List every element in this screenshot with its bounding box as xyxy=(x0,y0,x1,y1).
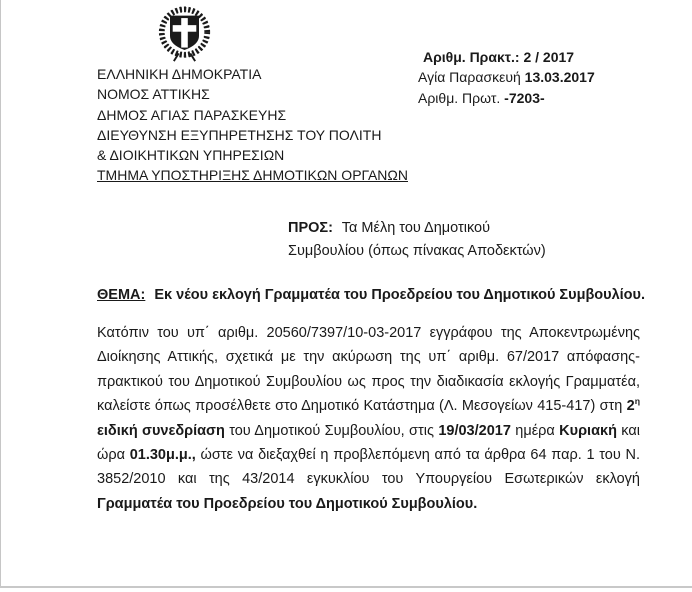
body-line xyxy=(97,419,640,443)
text-segment: ώρα xyxy=(97,447,130,464)
date-line xyxy=(418,67,595,87)
text-segment: πρακτικού του Δημοτικού Συμβουλίου ως προς την διαδικασία εκλογής Γραμματέα, xyxy=(97,373,640,390)
subject-label: ΘΕΜΑ: xyxy=(97,287,146,303)
reference-block xyxy=(418,47,595,108)
recipient-block xyxy=(288,217,546,262)
body-line xyxy=(97,321,640,345)
date-value: 13.03.2017 xyxy=(524,69,595,86)
body-line xyxy=(97,467,640,491)
recipient-line-1 xyxy=(288,217,546,240)
text-segment: 3852/2010 και της 43/2014 εγκυκλίου του Υπουργείου Εσωτερικών εκλογή xyxy=(97,471,640,488)
praktikou-label: Αριθμ. Πρακτ.: xyxy=(423,49,520,65)
recipient-line-2: Συμβουλίου (όπως πίνακας Αποδεκτών) xyxy=(288,242,546,259)
text-segment: Γραμματέα του Προεδρείου του Δημοτικού Συμβουλίου. xyxy=(97,495,478,512)
recipient-text-1: Τα Μέλη του Δημοτικού xyxy=(341,220,491,236)
praktikou-value: 2 / 2017 xyxy=(523,49,575,65)
text-segment: Διοίκησης Αττικής, σχετικά με την ακύρωση της υπ΄ αριθμ. 67/2017 απόφασης- xyxy=(97,349,640,366)
text-segment: ώστε να διεξαχθεί η προβλεπόμενη από τα άρθρα 64 παρ. 1 του Ν. xyxy=(195,447,640,464)
text-segment: ειδική συνεδρίαση xyxy=(97,422,225,439)
text-segment: ημέρα xyxy=(510,422,560,439)
subject-line xyxy=(97,287,645,303)
text-segment: του Δημοτικού Συμβουλίου, στις xyxy=(224,422,439,439)
place-text: Αγία Παρασκευή xyxy=(418,69,521,86)
body-line xyxy=(97,370,640,394)
sender-line-municipality: ΔΗΜΟΣ ΑΓΙΑΣ ΠΑΡΑΣΚΕΥΗΣ xyxy=(97,106,287,123)
page-edge-bottom xyxy=(0,586,692,588)
protocol-label: Αριθμ. Πρωτ. xyxy=(418,89,501,106)
protocol-value: -7203- xyxy=(504,89,545,106)
body-paragraph xyxy=(97,321,640,516)
page-edge-left xyxy=(0,0,1,586)
sender-line-directorate: ΔΙΕΥΘΥΝΣΗ ΕΞΥΠΗΡΕΤΗΣΗΣ ΤΟΥ ΠΟΛΙΤΗ xyxy=(97,126,382,143)
sender-line-services: & ΔΙΟΙΚΗΤΙΚΩΝ ΥΠΗΡΕΣΙΩΝ xyxy=(97,147,285,164)
body-line xyxy=(97,492,640,516)
protocol-line xyxy=(418,88,595,108)
sender-block xyxy=(97,64,408,186)
text-segment: και xyxy=(616,422,640,439)
recipient-label: ΠΡΟΣ: xyxy=(288,220,333,236)
greek-coat-of-arms-icon xyxy=(147,6,222,64)
sender-line-prefecture: ΝΟΜΟΣ ΑΤΤΙΚΗΣ xyxy=(97,86,210,103)
praktikou-line xyxy=(418,47,595,67)
text-segment: Κυριακή xyxy=(559,422,617,439)
text-segment: 2 xyxy=(626,398,635,415)
body-line xyxy=(97,345,640,369)
text-segment: καλείστε όπως προσέλθετε στο Δημοτικό Κατάστημα (Λ. Μεσογείων 415-417) στη xyxy=(97,398,627,415)
body-line xyxy=(97,394,640,418)
text-segment: 01.30μ.μ., xyxy=(129,447,196,464)
body-line xyxy=(97,443,640,467)
subject-text: Εκ νέου εκλογή Γραμματέα του Προεδρείου του Δημοτικού Συμβουλίου. xyxy=(154,287,646,303)
text-segment: η xyxy=(634,396,640,407)
sender-line-department: ΤΜΗΜΑ ΥΠΟΣΤΗΡΙΞΗΣ ΔΗΜΟΤΙΚΩΝ ΟΡΓΑΝΩΝ xyxy=(97,167,408,184)
text-segment: 19/03/2017 xyxy=(438,422,511,439)
text-segment: Κατόπιν του υπ΄ αριθμ. 20560/7397/10-03-2017 εγγράφου της Αποκεντρωμένης xyxy=(97,325,640,341)
sender-line-republic: ΕΛΛΗΝΙΚΗ ΔΗΜΟΚΡΑΤΙΑ xyxy=(97,66,262,82)
